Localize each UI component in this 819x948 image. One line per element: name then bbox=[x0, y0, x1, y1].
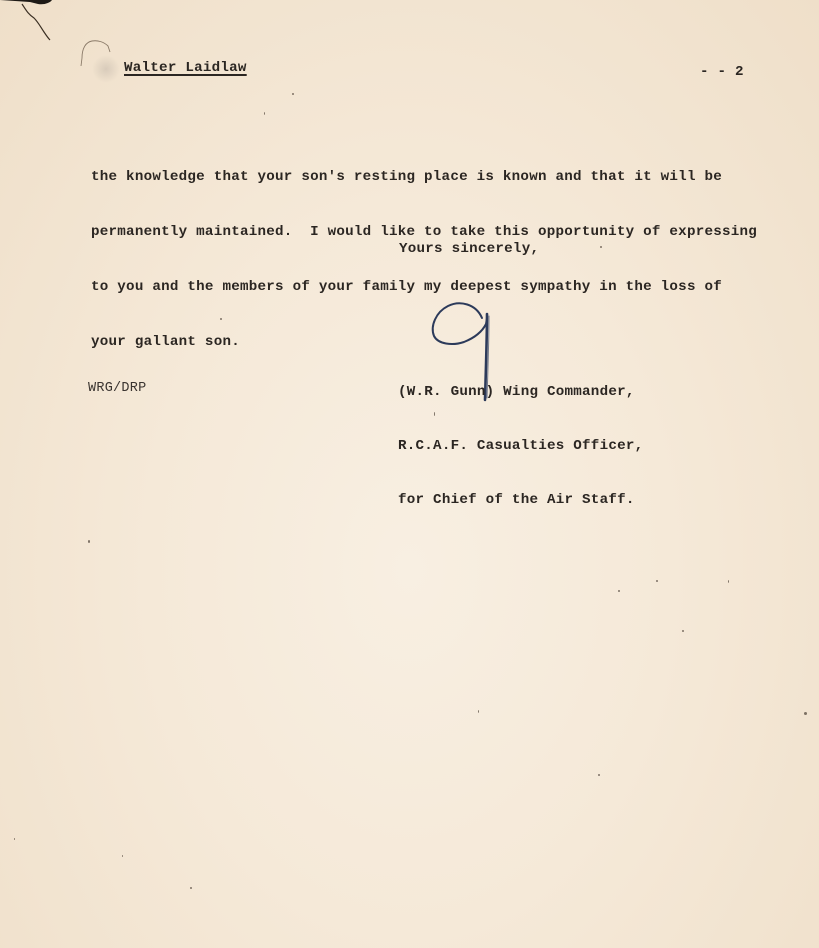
paper-speck bbox=[656, 580, 658, 582]
paper-speck bbox=[264, 112, 265, 115]
closing-salutation: Yours sincerely, bbox=[399, 241, 540, 257]
paper-speck bbox=[292, 93, 294, 95]
recipient-name: Walter Laidlaw bbox=[124, 60, 247, 76]
paper-speck bbox=[190, 887, 192, 889]
paper-speck bbox=[728, 580, 729, 583]
smudge-mark bbox=[92, 55, 120, 83]
body-line: permanently maintained. I would like to take this opportunity of expressing bbox=[91, 224, 758, 241]
paper-speck bbox=[88, 540, 90, 543]
paper-speck bbox=[220, 318, 222, 320]
paper-speck bbox=[598, 774, 600, 776]
body-line: the knowledge that your son's resting place is known and that it will be bbox=[91, 168, 722, 185]
body-line: to you and the members of your family my deepest sympathy in the loss of bbox=[91, 279, 722, 296]
body-line: your gallant son. bbox=[91, 334, 240, 351]
paper-speck bbox=[478, 710, 479, 713]
signatory-line-on-behalf: for Chief of the Air Staff. bbox=[398, 492, 635, 508]
reference-initials: WRG/DRP bbox=[88, 381, 147, 396]
signatory-block bbox=[398, 347, 643, 545]
paper-speck bbox=[434, 412, 435, 416]
signatory-line-office: R.C.A.F. Casualties Officer, bbox=[398, 438, 644, 454]
signatory-line-name: (W.R. Gunn) Wing Commander, bbox=[398, 384, 635, 400]
paper-speck bbox=[804, 712, 807, 715]
paper-speck bbox=[618, 590, 620, 592]
paper-speck bbox=[14, 838, 15, 840]
paper-speck bbox=[122, 855, 123, 857]
paper-speck bbox=[600, 246, 602, 248]
paper-speck bbox=[682, 630, 684, 632]
page-number: - - 2 bbox=[700, 64, 744, 80]
